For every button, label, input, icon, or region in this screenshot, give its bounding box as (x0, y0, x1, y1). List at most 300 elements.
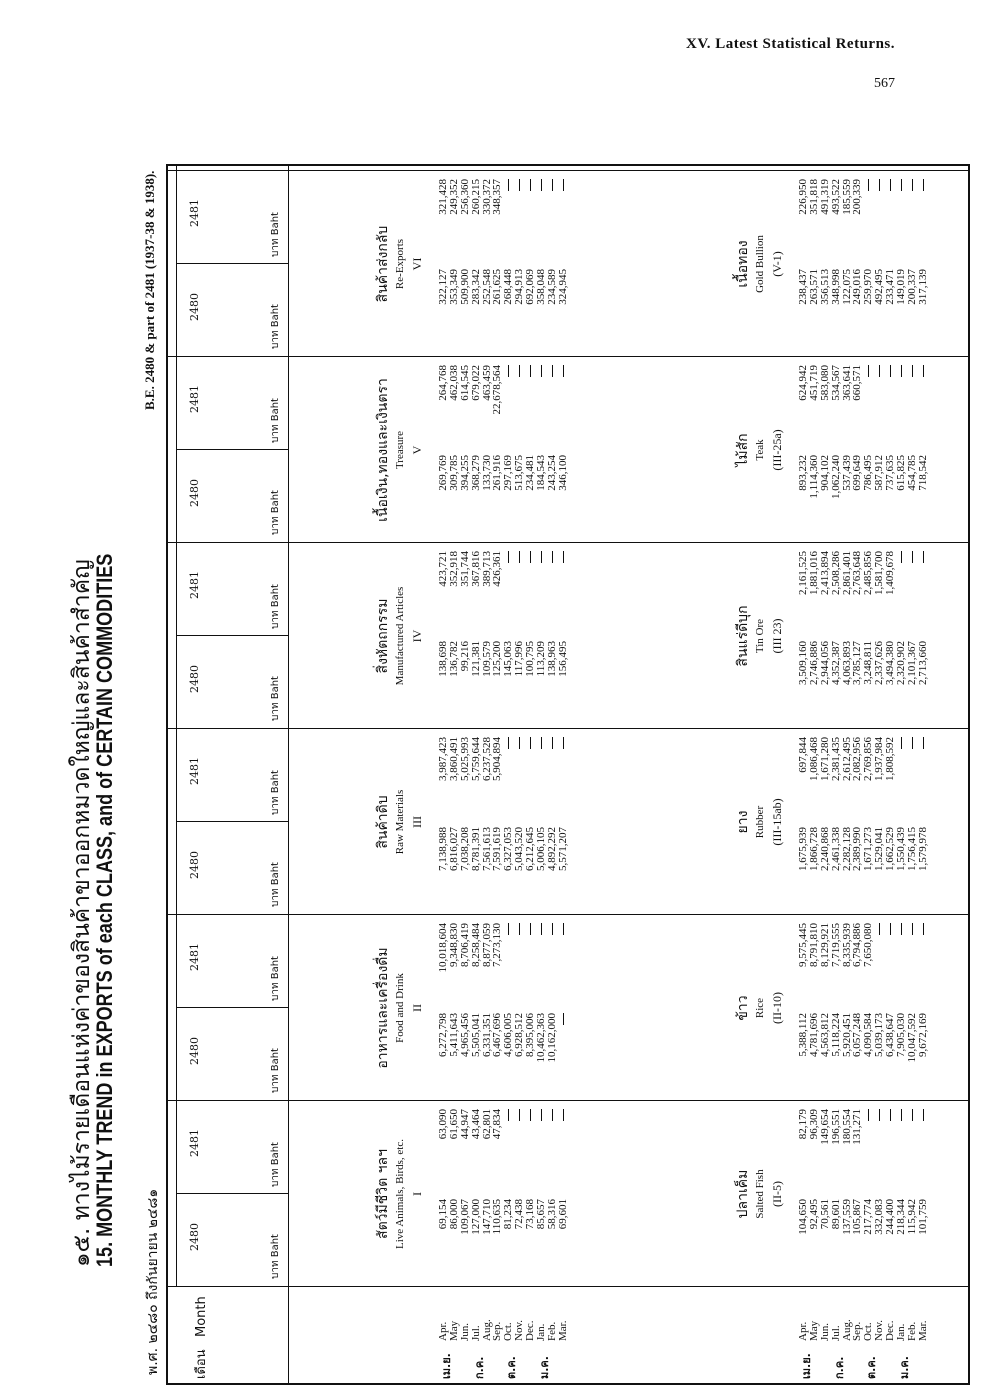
value-cell: 6,467,696 (491, 1013, 504, 1057)
year-label: 2481 (188, 571, 201, 599)
value-cell: 117,996 (513, 641, 526, 677)
value-cell: 4,606,005 (502, 1013, 515, 1057)
value-cell: 69,601 (556, 1199, 569, 1230)
value-cell: 1,086,468 (807, 737, 820, 781)
value-cell (918, 551, 929, 629)
value-cell: 5,411,643 (447, 1013, 460, 1057)
group-number: V (410, 445, 424, 455)
value-cell: 348,357 (491, 179, 504, 215)
dash-mark (868, 179, 869, 191)
month-name: May (447, 1320, 460, 1341)
value-cell: 283,342 (469, 269, 482, 305)
value-cell: 8,781,391 (469, 827, 482, 871)
value-column (798, 1109, 929, 1187)
value-cell: 3,785,127 (851, 641, 864, 685)
dash-mark (552, 551, 553, 563)
value-column (798, 641, 929, 719)
value-column (438, 179, 569, 257)
value-cell: 2,337,626 (873, 641, 886, 685)
value-cell: 196,551 (829, 1109, 842, 1145)
value-cell: 249,016 (851, 269, 864, 305)
value-cell: 121,381 (469, 641, 482, 677)
value-cell (896, 551, 907, 629)
group-title-thai: เนื้อเงิน,ทองและเงินตรา (375, 378, 391, 522)
value-cell: 4,965,456 (458, 1013, 471, 1057)
value-cell (896, 1109, 907, 1187)
value-cell: 226,950 (797, 179, 809, 215)
value-cell (536, 365, 547, 443)
year-label: 2480 (188, 1037, 201, 1065)
year-label: 2481 (188, 1129, 201, 1157)
value-cell: 101,759 (916, 1199, 929, 1235)
quarter-label: ม.ค. (538, 1356, 552, 1379)
value-cell (558, 737, 569, 815)
dash-mark (519, 1109, 520, 1121)
year-label: 2480 (188, 851, 201, 879)
year-divider (176, 635, 288, 636)
value-cell: 200,337 (905, 269, 918, 305)
value-cell: 122,075 (840, 269, 853, 305)
value-cell: 7,138,988 (437, 827, 449, 871)
exports-table (166, 164, 970, 1385)
dash-mark (508, 551, 509, 563)
value-cell (514, 365, 525, 443)
year-label: 2481 (188, 757, 201, 785)
value-cell: 348,998 (829, 269, 842, 305)
unit-label: บาท Baht (270, 862, 281, 907)
value-cell (907, 737, 918, 815)
value-cell: 7,591,619 (491, 827, 504, 871)
unit-label: บาท Baht (270, 304, 281, 349)
value-cell: 96,309 (807, 1109, 820, 1140)
group-title-english: Teak (754, 439, 766, 461)
value-column (798, 455, 929, 533)
value-column (438, 455, 569, 533)
unit-label: บาท Baht (270, 212, 281, 257)
value-cell: 3,248,811 (862, 641, 875, 685)
value-column (798, 269, 929, 347)
dash-mark (563, 365, 564, 377)
value-cell: 534,567 (829, 365, 842, 401)
value-column (438, 1109, 569, 1187)
value-cell: 138,698 (437, 641, 449, 677)
value-cell: 904,102 (818, 455, 831, 491)
value-cell: 43,464 (469, 1109, 482, 1140)
value-cell: 2,161,525 (797, 551, 809, 595)
value-cell (514, 923, 525, 1001)
value-cell (536, 923, 547, 1001)
unit-label: บาท Baht (270, 490, 281, 535)
value-cell: 322,127 (437, 269, 449, 305)
value-cell (525, 179, 536, 257)
value-cell: 62,801 (480, 1109, 493, 1140)
value-cell: 351,818 (807, 179, 820, 215)
value-cell: 9,348,830 (447, 923, 460, 967)
value-cell (907, 923, 918, 1001)
group-number: IV (410, 629, 424, 643)
dash-mark (552, 1109, 553, 1121)
header-divider (288, 166, 289, 1383)
unit-label: บาท Baht (270, 1234, 281, 1279)
value-cell: 3,860,491 (447, 737, 460, 781)
value-cell: 1,662,529 (884, 827, 897, 871)
group-title-thai: อาหารและเครื่องดื่ม (375, 947, 391, 1069)
value-cell: 2,763,648 (851, 551, 864, 595)
value-column (438, 641, 569, 719)
value-cell (503, 179, 514, 257)
dash-mark (508, 923, 509, 935)
value-cell: 324,945 (556, 269, 569, 305)
dash-mark (519, 737, 520, 749)
value-cell: 7,905,030 (895, 1013, 908, 1057)
value-cell (896, 365, 907, 443)
unit-label: บาท Baht (270, 956, 281, 1001)
month-name: Feb. (905, 1321, 918, 1341)
value-cell (525, 737, 536, 815)
month-name: May (807, 1320, 820, 1341)
year-divider (176, 263, 288, 264)
value-cell: 6,438,647 (884, 1013, 897, 1057)
year-label: 2481 (188, 199, 201, 227)
dash-mark (508, 179, 509, 191)
dash-mark (923, 737, 924, 749)
value-cell: 82,179 (797, 1109, 809, 1140)
value-cell: 2,082,956 (851, 737, 864, 781)
value-cell: 1,062,240 (829, 455, 842, 499)
value-cell: 2,612,495 (840, 737, 853, 781)
value-cell (514, 737, 525, 815)
value-cell: 426,361 (491, 551, 504, 587)
unit-label: บาท Baht (270, 676, 281, 721)
value-cell: 10,462,363 (535, 1013, 548, 1063)
value-cell: 7,038,208 (458, 827, 471, 871)
group-title-english: Food and Drink (394, 973, 406, 1043)
month-name: Aug. (840, 1319, 853, 1341)
group-title-english: Rubber (754, 805, 766, 839)
value-column (798, 365, 929, 443)
unit-label: บาท Baht (270, 584, 281, 629)
dash-mark (541, 737, 542, 749)
value-cell: 6,928,512 (513, 1013, 526, 1057)
value-cell: 263,571 (807, 269, 820, 305)
value-cell: 92,495 (807, 1199, 820, 1230)
group-title-thai: สินค้าส่งกลับ (375, 225, 391, 303)
value-cell: 5,904,894 (491, 737, 504, 781)
value-cell (885, 1109, 896, 1187)
year-label: 2481 (188, 943, 201, 971)
dash-mark (901, 923, 902, 935)
group-title-english: Gold Bullion (754, 235, 766, 293)
value-cell (907, 365, 918, 443)
value-cell (874, 365, 885, 443)
unit-label: บาท Baht (270, 1048, 281, 1093)
value-cell (525, 1109, 536, 1187)
month-name: Nov. (513, 1320, 526, 1341)
value-cell: 346,100 (556, 455, 569, 491)
value-cell: 7,719,555 (829, 923, 842, 967)
value-cell: 786,495 (862, 455, 875, 491)
value-cell: 243,254 (545, 455, 558, 491)
value-column (438, 269, 569, 347)
value-cell: 492,495 (873, 269, 886, 305)
value-cell: 9,575,445 (797, 923, 809, 967)
value-cell: 6,212,645 (524, 827, 537, 871)
month-name: Sep. (851, 1321, 864, 1341)
value-cell (907, 179, 918, 257)
value-cell: 5,039,173 (873, 1013, 886, 1057)
quarter-label: ม.ค. (898, 1356, 912, 1379)
value-cell: 1,671,273 (862, 827, 875, 871)
value-cell: 252,548 (480, 269, 493, 305)
dash-mark (530, 179, 531, 191)
value-cell: 1,866,728 (807, 827, 820, 871)
value-cell: 184,543 (535, 455, 548, 491)
dash-mark (879, 923, 880, 935)
value-cell: 493,522 (829, 179, 842, 215)
value-cell: 6,272,798 (437, 1013, 449, 1057)
dash-mark (879, 365, 880, 377)
group-title-thai: ข้าว (735, 995, 751, 1021)
value-cell (863, 179, 874, 257)
value-cell: 3,509,160 (797, 641, 809, 685)
value-cell (503, 365, 514, 443)
month-name: Nov. (873, 1320, 886, 1341)
group-number: (II-5) (770, 1181, 784, 1207)
value-cell: 180,554 (840, 1109, 853, 1145)
dash-mark (541, 179, 542, 191)
value-cell: 113,209 (535, 641, 548, 677)
dash-mark (563, 179, 564, 191)
dash-mark (552, 179, 553, 191)
value-cell: 105,867 (851, 1199, 864, 1235)
value-cell: 1,756,415 (905, 827, 918, 871)
value-cell: 5,571,207 (556, 827, 569, 871)
month-name: Jul. (469, 1325, 482, 1341)
value-cell: 363,641 (840, 365, 853, 401)
value-cell: 10,162,000 (545, 1013, 558, 1063)
dash-mark (879, 1109, 880, 1121)
quarter-label: เม.ย. (440, 1353, 453, 1379)
dash-mark (923, 551, 924, 563)
value-cell (896, 179, 907, 257)
value-column (438, 737, 569, 815)
title-english: 15. MONTHLY TREND in EXPORTS of each CLASS, and of CERTAIN COMMODITIES (92, 553, 117, 1267)
value-cell: 2,769,856 (862, 737, 875, 781)
value-cell: 4,063,893 (840, 641, 853, 685)
value-cell: 6,331,351 (480, 1013, 493, 1057)
value-cell (514, 179, 525, 257)
group-number: II (410, 1004, 424, 1012)
dash-mark (519, 179, 520, 191)
year-label: 2481 (188, 385, 201, 413)
value-cell (547, 923, 558, 1001)
month-name: Mar. (916, 1320, 929, 1341)
value-cell: 699,649 (851, 455, 864, 491)
dash-mark (508, 1109, 509, 1121)
value-cell: 463,459 (480, 365, 493, 401)
dash-mark (901, 737, 902, 749)
value-cell: 8,129,921 (818, 923, 831, 967)
group-title-thai: สินแร่ดีบุก (735, 605, 751, 667)
value-cell: 6,794,886 (851, 923, 864, 967)
group-title-english: Raw Materials (394, 789, 406, 855)
value-cell: 462,038 (447, 365, 460, 401)
value-cell (503, 1109, 514, 1187)
value-cell: 264,768 (437, 365, 449, 401)
value-cell (885, 365, 896, 443)
value-cell: 2,413,894 (818, 551, 831, 595)
dash-mark (519, 365, 520, 377)
value-cell: 2,485,856 (862, 551, 875, 595)
value-cell: 136,782 (447, 641, 460, 677)
value-cell: 200,339 (851, 179, 864, 215)
dash-mark (912, 365, 913, 377)
value-cell: 321,428 (437, 179, 449, 215)
value-cell: 5,006,105 (535, 827, 548, 871)
value-cell: 2,461,338 (829, 827, 842, 871)
value-cell: 259,970 (862, 269, 875, 305)
dash-mark (912, 737, 913, 749)
group-title-thai: ไม้สัก (735, 433, 751, 467)
value-cell: 7,273,130 (491, 923, 504, 967)
value-cell: 234,589 (545, 269, 558, 305)
value-cell (874, 923, 885, 1001)
value-column (438, 365, 569, 443)
value-cell: 127,000 (469, 1199, 482, 1235)
value-cell: 58,316 (545, 1199, 558, 1230)
period-thai: พ.ศ. ๒๔๘๐ ถึงกันยายน ๒๔๘๑ (145, 1188, 161, 1375)
value-cell: 3,494,380 (884, 641, 897, 685)
value-cell: 737,635 (884, 455, 897, 491)
group-title-english: Manufactured Articles (394, 586, 406, 686)
value-column (438, 1199, 569, 1277)
value-cell: 4,892,292 (545, 827, 558, 871)
row-divider (176, 166, 177, 1287)
value-cell: 115,942 (905, 1199, 918, 1235)
value-cell: 8,791,810 (807, 923, 820, 967)
month-header-thai: เดือน (194, 1349, 209, 1379)
group-title-thai: ยาง (735, 810, 751, 834)
value-cell: 8,877,059 (480, 923, 493, 967)
value-cell: 110,635 (491, 1199, 504, 1235)
value-cell: 513,675 (513, 455, 526, 491)
value-cell (918, 1109, 929, 1187)
dash-mark (519, 551, 520, 563)
value-cell: 297,169 (502, 455, 515, 491)
value-cell: 9,672,169 (916, 1013, 929, 1057)
value-cell (514, 551, 525, 629)
value-cell: 133,730 (480, 455, 493, 491)
value-cell (514, 1109, 525, 1187)
group-number: I (410, 1192, 424, 1196)
value-cell: 10,047,592 (905, 1013, 918, 1063)
value-cell (547, 737, 558, 815)
value-cell (558, 551, 569, 629)
month-name: Jan. (535, 1323, 548, 1341)
month-name: Dec. (524, 1320, 537, 1341)
dash-mark (552, 737, 553, 749)
value-cell: 1,937,984 (873, 737, 886, 781)
dash-mark (519, 923, 520, 935)
value-cell (503, 923, 514, 1001)
value-cell: 104,650 (797, 1199, 809, 1235)
value-cell: 1,881,016 (807, 551, 820, 595)
dash-mark (541, 923, 542, 935)
value-cell (525, 551, 536, 629)
value-cell: 2,282,128 (840, 827, 853, 871)
value-cell (918, 923, 929, 1001)
value-column (798, 179, 929, 257)
title-thai: ๑๕. ทางไม้รายเดือนแห่งค่าของสินค้าขาออกหมวดใหญ่และสินค้าสำคัญ (69, 559, 95, 1267)
value-cell (896, 923, 907, 1001)
group-number: (III 23) (770, 618, 784, 654)
value-cell: 5,388,112 (797, 1013, 809, 1057)
value-column (798, 551, 929, 629)
value-cell: 72,438 (513, 1199, 526, 1230)
group-number: (V-1) (770, 251, 784, 277)
value-cell: 309,785 (447, 455, 460, 491)
value-cell (558, 179, 569, 257)
dash-mark (912, 923, 913, 935)
value-cell: 5,043,520 (513, 827, 526, 871)
dash-mark (923, 179, 924, 191)
group-title-thai: เนื้อทอง (735, 240, 751, 288)
value-cell (885, 923, 896, 1001)
value-cell: 2,746,886 (807, 641, 820, 685)
group-title-english: Rice (754, 997, 766, 1019)
group-title-english: Live Animals, Birds, etc. (394, 1139, 406, 1249)
value-cell: 423,721 (437, 551, 449, 587)
dash-mark (923, 1109, 924, 1121)
value-cell (536, 737, 547, 815)
group-title-thai: สิ่งหัตถกรรม (375, 598, 391, 674)
value-cell (503, 737, 514, 815)
month-list (438, 1319, 569, 1341)
value-cell: 47,834 (491, 1109, 504, 1140)
period-english: B.E. 2480 & part of 2481 (1937-38 & 1938). (142, 170, 157, 410)
value-cell: 234,481 (524, 455, 537, 491)
group-title-thai: ปลาเค็ม (735, 1169, 751, 1219)
value-cell (558, 365, 569, 443)
value-cell: 6,057,248 (851, 1013, 864, 1057)
value-cell: 2,320,902 (895, 641, 908, 685)
value-cell: 1,114,360 (807, 455, 820, 499)
month-name: Jul. (829, 1325, 842, 1341)
dash-mark (530, 365, 531, 377)
dash-mark (890, 923, 891, 935)
dash-mark (868, 1109, 869, 1121)
value-cell: 249,352 (447, 179, 460, 215)
value-column (438, 551, 569, 629)
value-cell: 317,139 (916, 269, 929, 305)
value-cell: 63,090 (437, 1109, 449, 1140)
value-cell: 73,168 (524, 1199, 537, 1230)
value-cell: 2,381,435 (829, 737, 842, 781)
dash-mark (563, 737, 564, 749)
value-cell: 332,083 (873, 1199, 886, 1235)
month-header (190, 1296, 211, 1379)
dash-mark (901, 179, 902, 191)
value-cell (503, 551, 514, 629)
value-cell (558, 923, 569, 1001)
value-cell: 2,713,660 (916, 641, 929, 685)
value-cell: 509,900 (458, 269, 471, 305)
value-cell: 1,579,978 (916, 827, 929, 871)
value-cell: 6,327,053 (502, 827, 515, 871)
value-cell: 2,389,990 (851, 827, 864, 871)
dash-mark (890, 1109, 891, 1121)
value-cell: 44,947 (458, 1109, 471, 1140)
